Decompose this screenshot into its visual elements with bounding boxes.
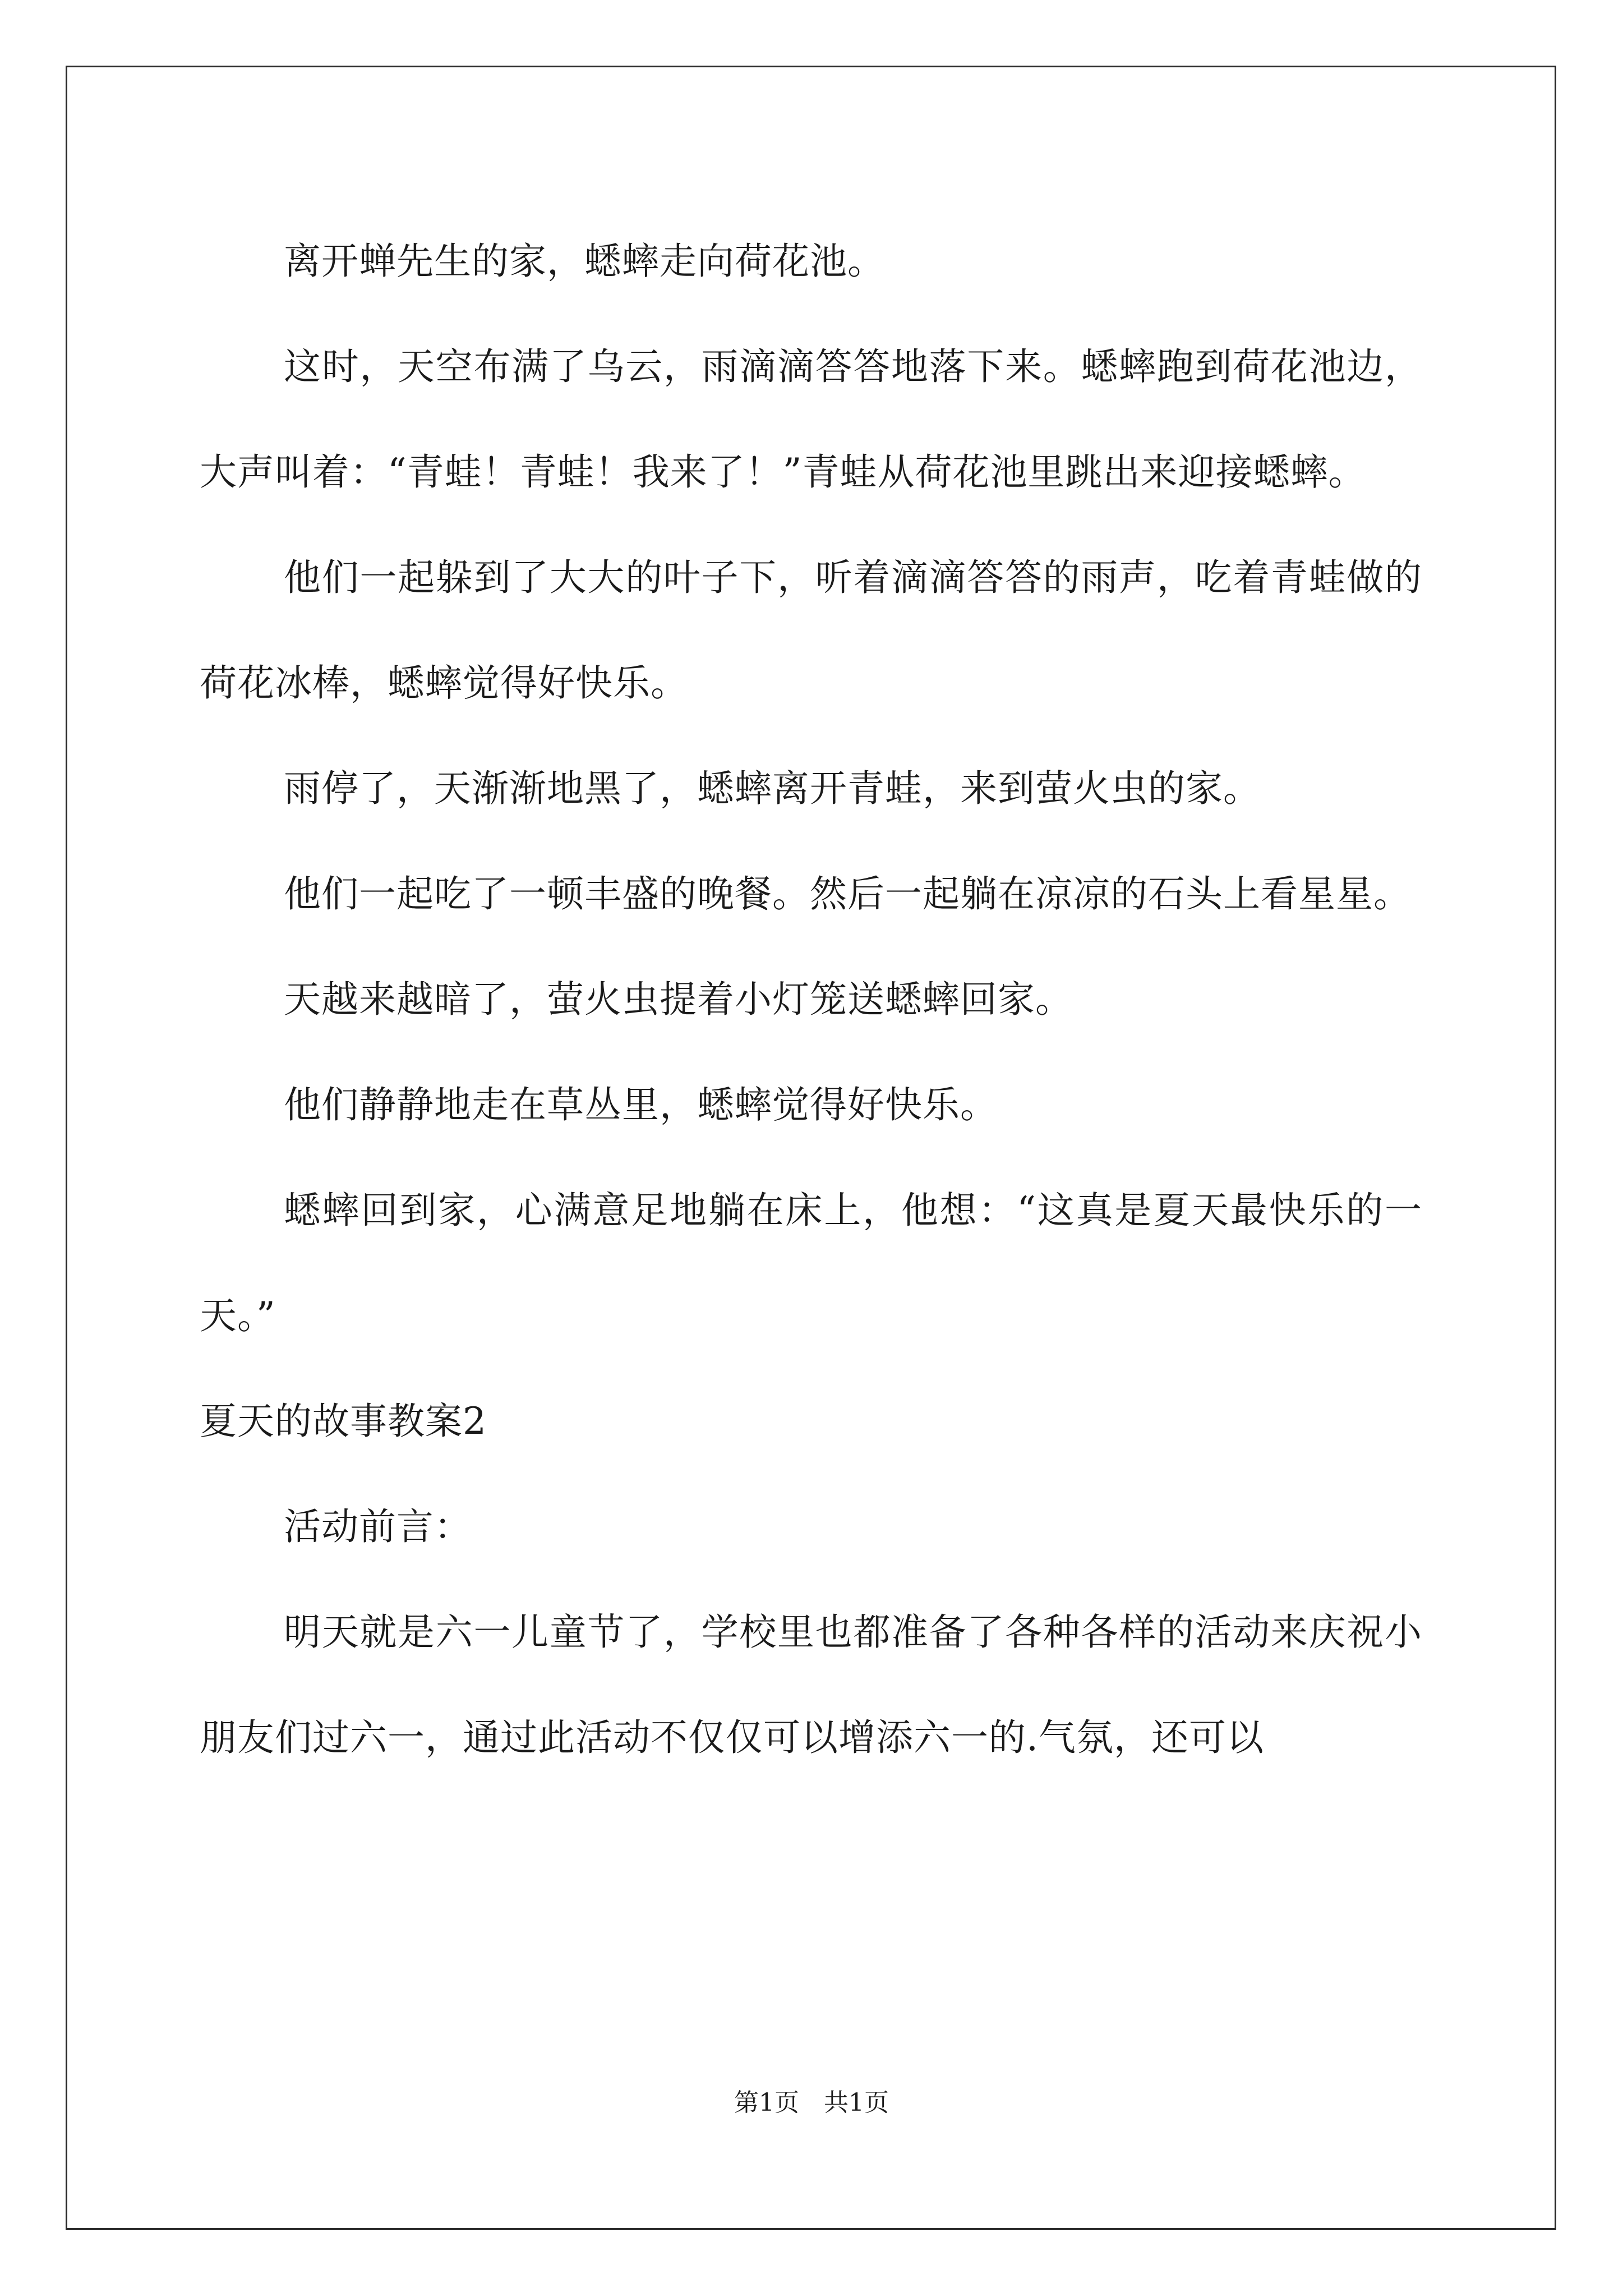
paragraph: 明天就是六一儿童节了，学校里也都准备了各种各样的活动来庆祝小朋友们过六一，通过此活动不仅仅可以增添六一的.气氛，还可以 bbox=[200, 1611, 1422, 1759]
section-heading: 夏天的故事教案2 bbox=[200, 1400, 487, 1443]
page-number-footer: 第1页 共1页 bbox=[734, 2088, 889, 2117]
paragraph: 这时，天空布满了乌云，雨滴滴答答地落下来。蟋蟀跑到荷花池边，大声叫着：“青蛙！青蛙！我来了！”青蛙从荷花池里跳出来迎接蟋蟀。 bbox=[200, 345, 1422, 494]
paragraph: 他们一起吃了一顿丰盛的晚餐。然后一起躺在凉凉的石头上看星星。 bbox=[284, 872, 1411, 915]
paragraph: 蟋蟀回到家，心满意足地躺在床上，他想：“这真是夏天最快乐的一天。” bbox=[200, 1189, 1422, 1337]
paragraph: 天越来越暗了，萤火虫提着小灯笼送蟋蟀回家。 bbox=[284, 978, 1073, 1021]
document-body bbox=[200, 209, 1422, 1791]
paragraph: 他们一起躲到了大大的叶子下，听着滴滴答答的雨声，吃着青蛙做的荷花冰棒，蟋蟀觉得好快乐。 bbox=[200, 556, 1422, 705]
paragraph: 雨停了，天渐渐地黑了，蟋蟀离开青蛙，来到萤火虫的家。 bbox=[284, 767, 1261, 810]
paragraph: 活动前言： bbox=[284, 1505, 472, 1548]
paragraph: 离开蝉先生的家，蟋蟀走向荷花池。 bbox=[284, 240, 885, 283]
paragraph: 他们静静地走在草丛里，蟋蟀觉得好快乐。 bbox=[284, 1083, 998, 1126]
